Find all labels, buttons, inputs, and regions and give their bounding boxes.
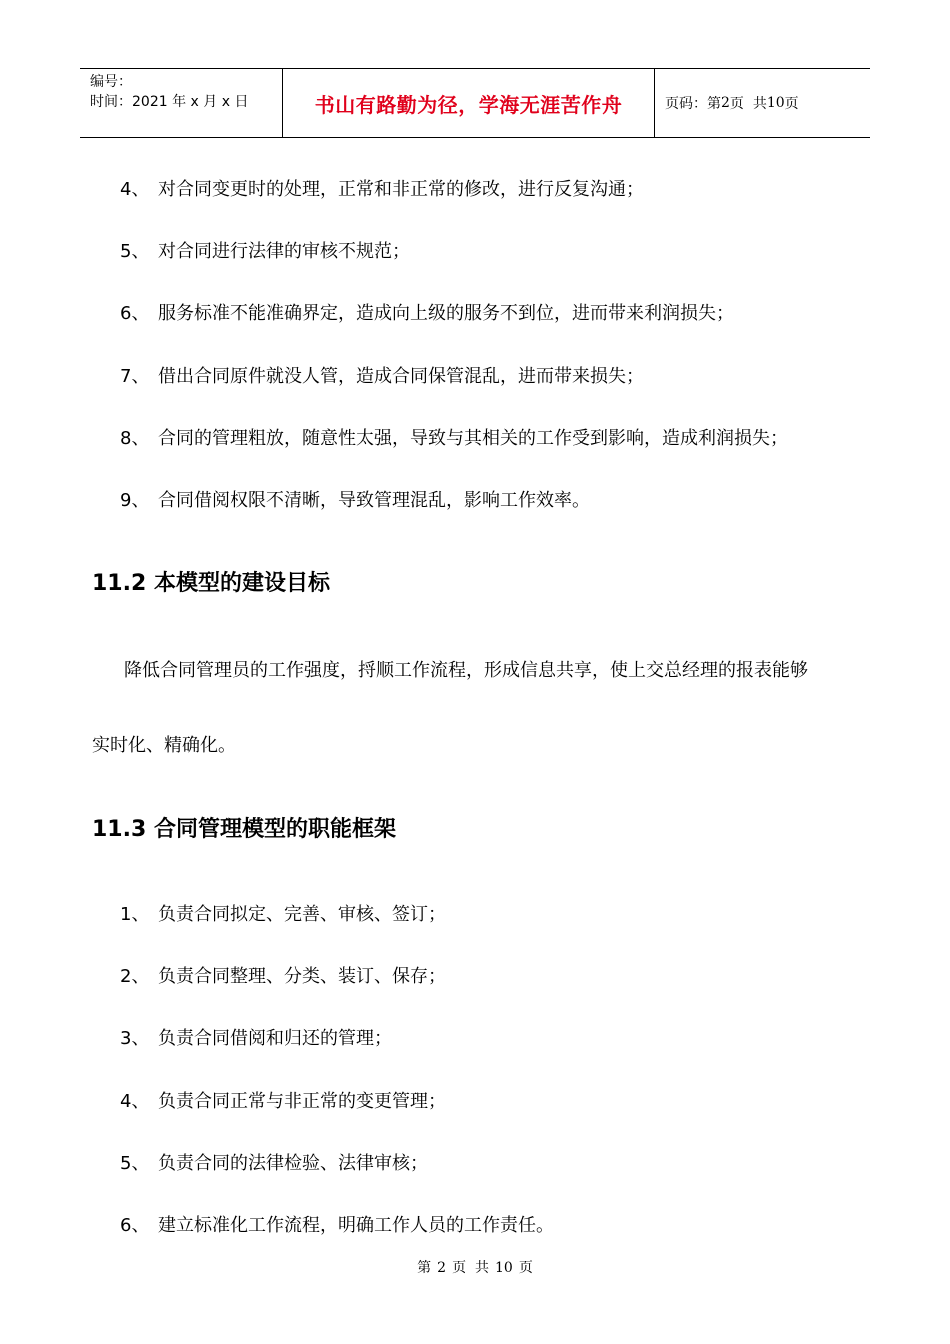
list-item-index: 3、 xyxy=(120,1028,150,1049)
list-item-text: 对合同进行法律的审核不规范； xyxy=(158,241,410,262)
list-item-text: 服务标准不能准确界定，造成向上级的服务不到位，进而带来利润损失； xyxy=(158,303,734,324)
header-motto-cell xyxy=(282,69,655,137)
list-item-index: 5、 xyxy=(120,1153,150,1174)
list-item-index: 6、 xyxy=(120,303,150,324)
list-item-text: 负责合同的法律检验、法律审核； xyxy=(158,1153,428,1174)
list-item xyxy=(120,175,644,201)
list-item xyxy=(120,486,590,512)
list-item-index: 7、 xyxy=(120,366,150,387)
header-page-current: 2 xyxy=(721,95,730,111)
list-item-index: 5、 xyxy=(120,241,150,262)
footer-suffix: 页 xyxy=(518,1260,533,1276)
header-page-mid: 页 共 xyxy=(729,96,767,112)
list-item-text: 借出合同原件就没人管，造成合同保管混乱，进而带来损失； xyxy=(158,366,644,387)
list-item-text: 负责合同拟定、完善、审核、签订； xyxy=(158,904,446,925)
paragraph-line: 实时化、精确化。 xyxy=(92,735,236,756)
list-item xyxy=(120,299,734,325)
list-item-text: 负责合同正常与非正常的变更管理； xyxy=(158,1091,446,1112)
list-item xyxy=(120,362,644,388)
document-number-label: 编号： xyxy=(90,74,132,90)
list-item xyxy=(120,1087,446,1113)
page-footer xyxy=(0,1257,950,1277)
document-date: 时间：2021 年 x 月 x 日 xyxy=(90,94,249,110)
list-item-index: 8、 xyxy=(120,428,150,449)
header-motto: 书山有路勤为径，学海无涯苦作舟 xyxy=(314,92,623,117)
list-item xyxy=(120,237,410,263)
list-item-index: 4、 xyxy=(120,1091,150,1112)
header-page-suffix: 页 xyxy=(784,96,799,112)
header-info-cell xyxy=(80,69,282,137)
list-item-text: 负责合同借阅和归还的管理； xyxy=(158,1028,392,1049)
list-item xyxy=(120,424,788,450)
list-item-index: 9、 xyxy=(120,490,150,511)
list-item xyxy=(120,1211,554,1237)
list-item xyxy=(120,900,446,926)
list-item xyxy=(120,1149,428,1175)
footer-page-current: 2 xyxy=(437,1260,447,1276)
list-item xyxy=(120,962,446,988)
list-item-index: 2、 xyxy=(120,966,150,987)
section-heading: 11.3 合同管理模型的职能框架 xyxy=(92,817,396,842)
list-item-text: 合同的管理粗放，随意性太强，导致与其相关的工作受到影响，造成利润损失； xyxy=(158,428,788,449)
list-item-text: 合同借阅权限不清晰，导致管理混乱，影响工作效率。 xyxy=(158,490,590,511)
list-item-text: 建立标准化工作流程，明确工作人员的工作责任。 xyxy=(158,1215,554,1236)
paragraph-line: 降低合同管理员的工作强度，捋顺工作流程，形成信息共享，使上交总经理的报表能够 xyxy=(124,660,808,681)
page-header xyxy=(80,68,870,138)
section-heading: 11.2 本模型的建设目标 xyxy=(92,571,330,596)
list-item-text: 对合同变更时的处理，正常和非正常的修改，进行反复沟通； xyxy=(158,179,644,200)
header-page-prefix: 页码：第 xyxy=(665,96,721,112)
footer-page-total: 10 xyxy=(495,1260,513,1276)
list-item-index: 1、 xyxy=(120,904,150,925)
footer-mid: 页 共 xyxy=(452,1260,489,1276)
header-page-cell xyxy=(655,69,870,137)
list-item-index: 6、 xyxy=(120,1215,150,1236)
list-item-index: 4、 xyxy=(120,179,150,200)
footer-prefix: 第 xyxy=(417,1260,432,1276)
list-item xyxy=(120,1024,392,1050)
list-item-text: 负责合同整理、分类、装订、保存； xyxy=(158,966,446,987)
header-page-total: 10 xyxy=(766,95,785,111)
